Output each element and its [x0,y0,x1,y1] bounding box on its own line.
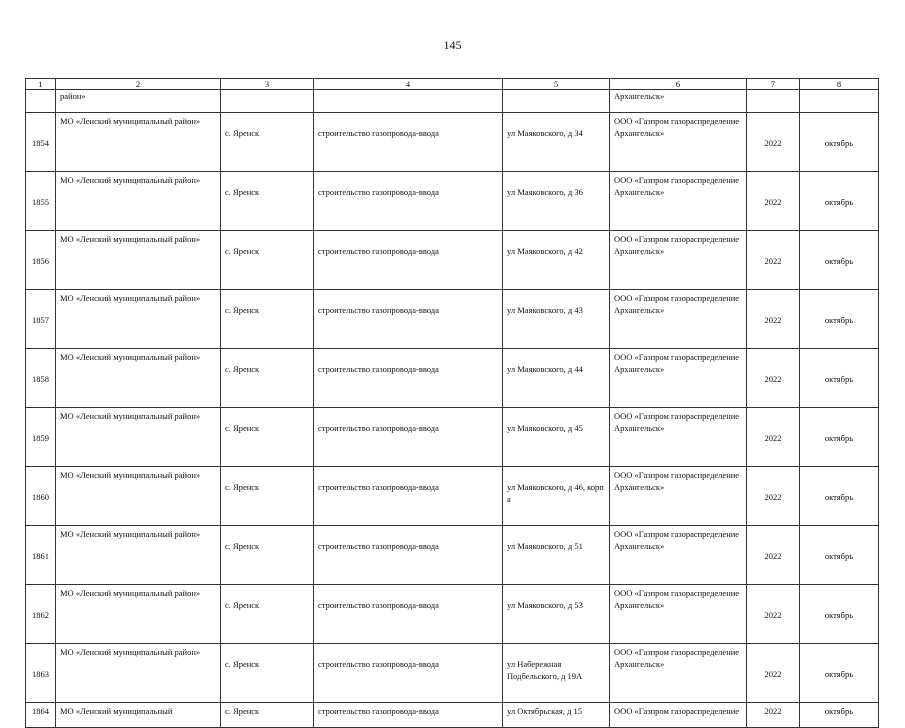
municipality-cell: МО «Ленский муниципальный район» [56,113,221,172]
work-type-cell: строительство газопровода-ввода [314,113,503,172]
municipality-cell: МО «Ленский муниципальный район» [56,526,221,585]
year-cell: 2022 [747,644,800,703]
table-row [26,703,879,728]
organization-cell: ООО «Газпром газораспределение Архангельск» [610,467,747,526]
year-cell: 2022 [747,526,800,585]
column-header: 2 [56,79,221,90]
column-header: 7 [747,79,800,90]
data-table [25,78,879,728]
work-type-cell: строительство газопровода-ввода [314,644,503,703]
organization-cell: ООО «Газпром газораспределение Архангельск» [610,526,747,585]
row-number-cell: 1857 [26,290,56,349]
municipality-cell: МО «Ленский муниципальный район» [56,290,221,349]
year-cell: 2022 [747,113,800,172]
municipality-cell: район» [56,90,221,113]
work-type-cell [314,90,503,113]
address-cell: ул Маяковского, д 45 [503,408,610,467]
year-cell [747,90,800,113]
organization-cell: ООО «Газпром газораспределение Архангельск» [610,290,747,349]
settlement-cell: с. Яренск [221,113,314,172]
work-type-cell: строительство газопровода-ввода [314,585,503,644]
settlement-cell: с. Яренск [221,231,314,290]
work-type-cell: строительство газопровода-ввода [314,467,503,526]
settlement-cell [221,90,314,113]
row-number-cell: 1864 [26,703,56,728]
month-cell: октябрь [800,290,879,349]
year-cell: 2022 [747,172,800,231]
municipality-cell: МО «Ленский муниципальный район» [56,231,221,290]
municipality-cell: МО «Ленский муниципальный район» [56,172,221,231]
row-number-cell: 1863 [26,644,56,703]
address-cell: ул Маяковского, д 34 [503,113,610,172]
organization-cell: ООО «Газпром газораспределение Архангельск» [610,408,747,467]
month-cell: октябрь [800,172,879,231]
work-type-cell: строительство газопровода-ввода [314,526,503,585]
row-number-cell: 1855 [26,172,56,231]
organization-cell: ООО «Газпром газораспределение Архангельск» [610,585,747,644]
column-header: 6 [610,79,747,90]
month-cell: октябрь [800,113,879,172]
column-header: 8 [800,79,879,90]
work-type-cell: строительство газопровода-ввода [314,231,503,290]
row-number-cell: 1859 [26,408,56,467]
column-header: 4 [314,79,503,90]
work-type-cell: строительство газопровода-ввода [314,349,503,408]
month-cell: октябрь [800,644,879,703]
address-cell [503,90,610,113]
settlement-cell: с. Яренск [221,644,314,703]
month-cell: октябрь [800,585,879,644]
municipality-cell: МО «Ленский муниципальный район» [56,349,221,408]
address-cell: ул Набережная Подбельского, д 19А [503,644,610,703]
row-number-cell [26,90,56,113]
settlement-cell: с. Яренск [221,349,314,408]
row-number-cell: 1856 [26,231,56,290]
table-row [26,113,879,172]
settlement-cell: с. Яренск [221,467,314,526]
municipality-cell: МО «Ленский муниципальный район» [56,467,221,526]
page-number: 145 [443,38,462,52]
table-row [26,585,879,644]
month-cell: октябрь [800,467,879,526]
settlement-cell: с. Яренск [221,585,314,644]
municipality-cell: МО «Ленский муниципальный район» [56,644,221,703]
table-row [26,349,879,408]
year-cell: 2022 [747,408,800,467]
row-number-cell: 1854 [26,113,56,172]
year-cell: 2022 [747,467,800,526]
organization-cell: ООО «Газпром газораспределение Архангельск» [610,349,747,408]
year-cell: 2022 [747,703,800,728]
organization-cell: Архангельск» [610,90,747,113]
month-cell: октябрь [800,703,879,728]
work-type-cell: строительство газопровода-ввода [314,172,503,231]
table-row [26,290,879,349]
month-cell: октябрь [800,231,879,290]
work-type-cell: строительство газопровода-ввода [314,408,503,467]
year-cell: 2022 [747,290,800,349]
organization-cell: ООО «Газпром газораспределение Архангельск» [610,231,747,290]
settlement-cell: с. Яренск [221,408,314,467]
row-number-cell: 1861 [26,526,56,585]
settlement-cell: с. Яренск [221,703,314,728]
address-cell: ул Маяковского, д 43 [503,290,610,349]
month-cell: октябрь [800,526,879,585]
address-cell: ул Маяковского, д 42 [503,231,610,290]
row-number-cell: 1862 [26,585,56,644]
year-cell: 2022 [747,231,800,290]
organization-cell: ООО «Газпром газораспределение Архангельск» [610,172,747,231]
table-row [26,644,879,703]
municipality-cell: МО «Ленский муниципальный район» [56,585,221,644]
settlement-cell: с. Яренск [221,290,314,349]
work-type-cell: строительство газопровода-ввода [314,703,503,728]
settlement-cell: с. Яренск [221,526,314,585]
column-header: 1 [26,79,56,90]
municipality-cell: МО «Ленский муниципальный район» [56,408,221,467]
table-row [26,526,879,585]
address-cell: ул Маяковского, д 44 [503,349,610,408]
table-row [26,408,879,467]
table-row [26,467,879,526]
row-number-cell: 1860 [26,467,56,526]
address-cell: ул Маяковского, д 46, корп а [503,467,610,526]
row-number-cell: 1858 [26,349,56,408]
organization-cell: ООО «Газпром газораспределение Архангельск» [610,113,747,172]
organization-cell: ООО «Газпром газораспределение Архангельск» [610,644,747,703]
table-row [26,231,879,290]
settlement-cell: с. Яренск [221,172,314,231]
year-cell: 2022 [747,349,800,408]
month-cell [800,90,879,113]
column-number-row [26,79,879,90]
address-cell: ул Маяковского, д 51 [503,526,610,585]
address-cell: ул Маяковского, д 36 [503,172,610,231]
continuation-row [26,90,879,113]
work-type-cell: строительство газопровода-ввода [314,290,503,349]
month-cell: октябрь [800,408,879,467]
year-cell: 2022 [747,585,800,644]
address-cell: ул Маяковского, д 53 [503,585,610,644]
organization-cell: ООО «Газпром газораспределение [610,703,747,728]
column-header: 3 [221,79,314,90]
address-cell: ул Октябрьская, д 15 [503,703,610,728]
table-row [26,172,879,231]
month-cell: октябрь [800,349,879,408]
column-header: 5 [503,79,610,90]
municipality-cell: МО «Ленский муниципальный [56,703,221,728]
